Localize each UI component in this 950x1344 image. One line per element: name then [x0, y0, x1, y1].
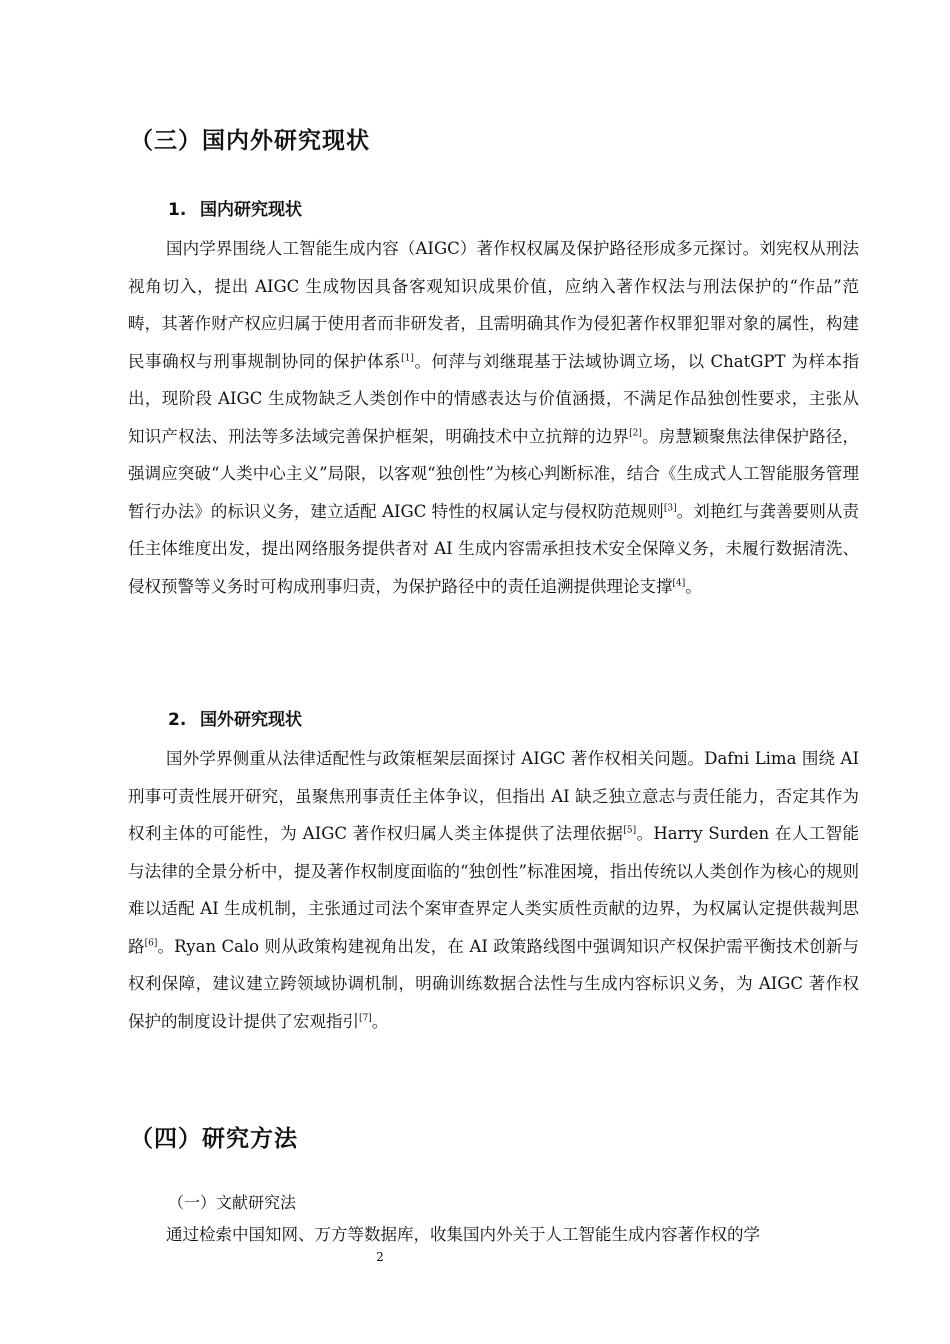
- subsection-number: 2.: [168, 710, 187, 730]
- citation-ref: [5]: [623, 825, 637, 836]
- section-heading-research-status: （三）国内外研究现状: [130, 128, 370, 154]
- paragraph-text: 。刘艳红与龚善要则从责任主体维度出发，提出网络服务提供者对 AI 生成内容需承担技术安全保障义务，未履行数据清洗、侵权预警等义务时可构成刑事归责，为保护路径中的责任追溯提供理论支撑: [128, 501, 859, 596]
- paragraph-text: 国外学界侧重从法律适配性与政策框架层面探讨 AIGC 著作权相关问题。Dafni Lima 围绕 AI 刑事可责性展开研究，虽聚焦刑事责任主体争议，但指出 AI 缺乏独立意志与责任能力，否定其作为权利主体的可能性，为 AIGC 著作权归属人类主体提供了法理依据: [128, 749, 859, 843]
- subsection-heading-foreign: [168, 705, 302, 730]
- citation-ref: [4]: [672, 578, 686, 588]
- method-heading-literature: （一）文献研究法: [168, 1193, 297, 1212]
- paragraph-text: 。何萍与刘继琨基于法域协调立场，以 ChatGPT 为样本指出，现阶段 AIGC 生成物缺乏人类创作中的情感表达与价值涵摄，不满足作品独创性要求，主张从知识产权法、刑法等多法域完善保护框架，明确技术中立抗辩的边界: [128, 351, 860, 446]
- citation-ref: [3]: [663, 503, 677, 513]
- paragraph-text: 。: [371, 1011, 389, 1031]
- paragraph-text: 。Harry Surden 在人工智能与法律的全景分析中，提及著作权制度面临的“独创性”标准困境，指出传统以人类创作为核心的规则难以适配 AI 生成机制，主张通过司法个案审查界定人类实质性贡献的边界，为权属认定提供裁判思路: [128, 824, 859, 956]
- paragraph-text: 。Ryan Calo 则从政策构建视角出发，在 AI 政策路线图中强调知识产权保护需平衡技术创新与权利保障，建议建立跨领域协调机制，明确训练数据合法性与生成内容标识义务，为 AIGC 著作权保护的制度设计提供了宏观指引: [128, 936, 859, 1031]
- paragraph-domestic-research: [128, 230, 859, 605]
- citation-ref: [6]: [144, 938, 158, 948]
- citation-ref: [7]: [359, 1013, 372, 1023]
- paragraph-foreign-research: [128, 740, 859, 1040]
- citation-ref: [2]: [629, 428, 642, 438]
- subsection-title: 国内研究现状: [200, 200, 302, 220]
- subsection-title: 国外研究现状: [200, 710, 302, 730]
- paragraph-text: 。: [685, 576, 702, 596]
- paragraph-literature-method: 通过检索中国知网、万方等数据库，收集国内外关于人工智能生成内容著作权的学: [166, 1225, 760, 1244]
- subsection-heading-domestic: [168, 195, 302, 220]
- subsection-number: 1.: [168, 200, 187, 220]
- paragraph-text: 国内学界围绕人工智能生成内容（AIGC）著作权权属及保护路径形成多元探讨。刘宪权从刑法视角切入，提出 AIGC 生成物因具备客观知识成果价值，应纳入著作权法与刑法保护的“作品”范畴，其著作财产权应归属于使用者而非研发者，且需明确其作为侵犯著作权罪犯罪对象的属性，构建民事确权与刑事规制协同的保护体系: [128, 239, 859, 371]
- citation-ref: [1]: [401, 353, 414, 363]
- section-heading-research-methods: （四）研究方法: [130, 1126, 298, 1152]
- paragraph-text: 。房慧颖聚焦法律保护路径，强调应突破“人类中心主义”局限，以客观“独创性”为核心判断标准，结合《生成式人工智能服务管理暂行办法》的标识义务，建立适配 AIGC 特性的权属认定与侵权防范规则: [128, 426, 860, 521]
- page-number: 2: [376, 1250, 384, 1264]
